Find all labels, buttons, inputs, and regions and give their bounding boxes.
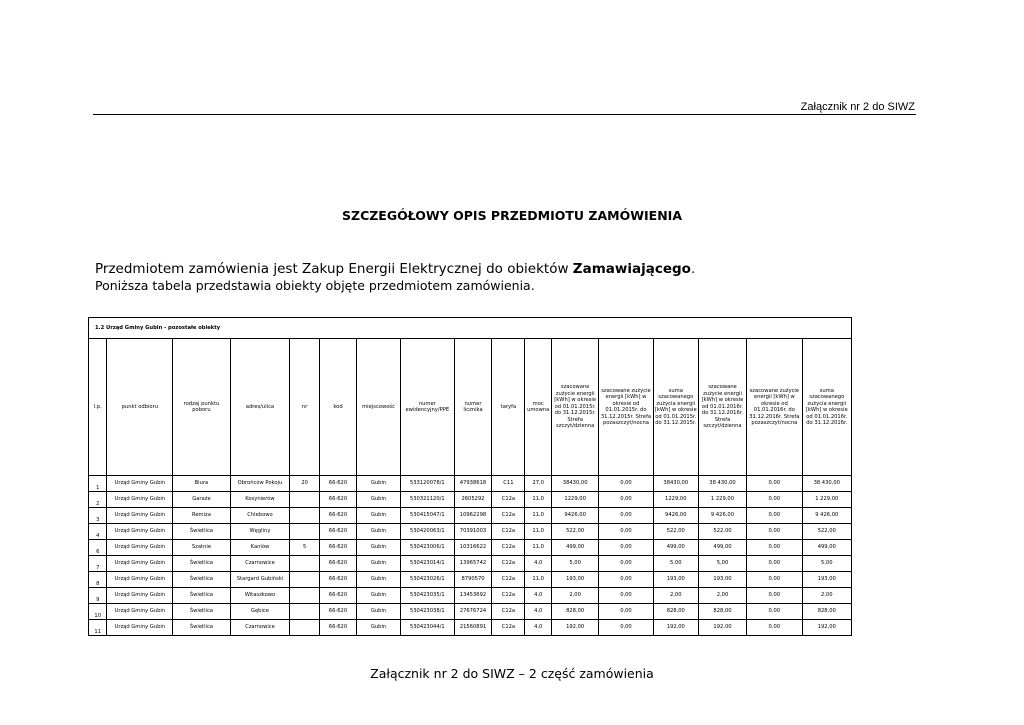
table-cell: 828,00 xyxy=(552,604,599,620)
table-row xyxy=(89,556,852,572)
table-cell: 2605292 xyxy=(454,492,492,508)
table-cell: Urząd Gminy Gubin xyxy=(107,620,173,636)
table-cell: 66-620 xyxy=(320,524,357,540)
table-cell: Gubin xyxy=(356,620,400,636)
table-cell: 11,0 xyxy=(525,572,552,588)
table-row xyxy=(89,492,852,508)
table-cell: 522,00 xyxy=(653,524,698,540)
table-cell: 193,00 xyxy=(698,572,746,588)
table-cell: 66-620 xyxy=(320,492,357,508)
table-cell: 11 xyxy=(89,620,107,636)
table-cell: 1 229,00 xyxy=(698,492,746,508)
footer-text: Załącznik nr 2 do SIWZ – 2 część zamówienia xyxy=(370,666,654,681)
table-cell: Urząd Gminy Gubin xyxy=(107,572,173,588)
table-row xyxy=(89,588,852,604)
table-cell: 66-620 xyxy=(320,572,357,588)
table-cell xyxy=(290,492,320,508)
table-cell: Urząd Gminy Gubin xyxy=(107,540,173,556)
table-cell: 2,00 xyxy=(653,588,698,604)
table-cell: 499,00 xyxy=(552,540,599,556)
table-cell: 0,00 xyxy=(599,572,653,588)
table-cell: 21560891 xyxy=(454,620,492,636)
table-cell: Świetlica xyxy=(173,524,231,540)
table-cell: Gubin xyxy=(356,476,400,492)
column-header: numer licznika xyxy=(454,339,492,476)
intro-line-1-suffix: . xyxy=(690,261,696,277)
table-cell: Szatnie xyxy=(173,540,231,556)
table-cell: Czarnowice xyxy=(230,556,290,572)
table-cell: 2,00 xyxy=(802,588,851,604)
table-cell: C12a xyxy=(492,524,525,540)
table-cell: Biura xyxy=(173,476,231,492)
table-cell: Gubin xyxy=(356,508,400,524)
table-cell: 20 xyxy=(290,476,320,492)
table-cell: Świetlica xyxy=(173,604,231,620)
document-title: SZCZEGÓŁOWY OPIS PRZEDMIOTU ZAMÓWIENIA xyxy=(342,208,682,223)
table-cell: C12a xyxy=(492,508,525,524)
table-cell: Urząd Gminy Gubin xyxy=(107,556,173,572)
table-cell: 530423038/1 xyxy=(401,604,454,620)
table-cell: C12a xyxy=(492,492,525,508)
table-cell: Gubin xyxy=(356,492,400,508)
table-cell: 10316622 xyxy=(454,540,492,556)
column-header: szacowane zużycie energii [kWh] w okresie od 01.01.2016r. do 31.12.2016r. Strefa pozaszczyt/nocna xyxy=(747,339,802,476)
table-section-title: 1.2 Urząd Gminy Gubin - pozostałe obiekty xyxy=(89,318,852,339)
table-section-row xyxy=(89,318,852,339)
table-cell: 0,00 xyxy=(747,604,802,620)
table-cell: 9 xyxy=(89,588,107,604)
column-header: nr xyxy=(290,339,320,476)
table-cell: 13965742 xyxy=(454,556,492,572)
table-cell: 0,00 xyxy=(747,556,802,572)
objects-table xyxy=(88,317,852,636)
table-cell: 0,00 xyxy=(599,508,653,524)
table-cell: 499,00 xyxy=(698,540,746,556)
table-cell: 0,00 xyxy=(599,492,653,508)
table-cell: 530423035/1 xyxy=(401,588,454,604)
table-cell: 0,00 xyxy=(747,524,802,540)
table-cell: Garaże xyxy=(173,492,231,508)
table-cell: 1229,00 xyxy=(552,492,599,508)
table-cell: 10 xyxy=(89,604,107,620)
table-cell: 192,00 xyxy=(802,620,851,636)
table-cell: 192,00 xyxy=(552,620,599,636)
table-cell: 4,0 xyxy=(525,588,552,604)
table-cell: C12a xyxy=(492,588,525,604)
table-cell: 0,00 xyxy=(599,556,653,572)
table-cell: 2,00 xyxy=(698,588,746,604)
table-cell: 192,00 xyxy=(653,620,698,636)
table-cell: Witaszkowo xyxy=(230,588,290,604)
table-cell: Gubin xyxy=(356,556,400,572)
table-cell: 11,0 xyxy=(525,492,552,508)
table-cell: 10962298 xyxy=(454,508,492,524)
table-cell: Świetlica xyxy=(173,588,231,604)
table-cell: 4,0 xyxy=(525,556,552,572)
table-cell: Węgliny xyxy=(230,524,290,540)
table-cell: 0,00 xyxy=(599,620,653,636)
table-cell: 4 xyxy=(89,524,107,540)
table-cell: 530420063/1 xyxy=(401,524,454,540)
table-cell: C12a xyxy=(492,604,525,620)
table-cell: 8790570 xyxy=(454,572,492,588)
column-header: miejscowość xyxy=(356,339,400,476)
table-cell: 9 426,00 xyxy=(802,508,851,524)
column-header: punkt odbioru xyxy=(107,339,173,476)
table-cell: 828,00 xyxy=(802,604,851,620)
table-cell: 9426,00 xyxy=(653,508,698,524)
table-cell: 522,00 xyxy=(552,524,599,540)
table-cell xyxy=(290,604,320,620)
table-cell: 0,00 xyxy=(599,588,653,604)
table-cell: Świetlica xyxy=(173,556,231,572)
table-cell: 0,00 xyxy=(747,492,802,508)
table-cell: 66-620 xyxy=(320,556,357,572)
table-cell: 1 xyxy=(89,476,107,492)
table-cell: 1229,00 xyxy=(653,492,698,508)
table-cell: 530321120/1 xyxy=(401,492,454,508)
table-cell: Czarnowice xyxy=(230,620,290,636)
column-header: szacowane zużycie energii [kWh] w okresie od 01.01.2015r. do 31.12.2015r. Strefa pozaszczyt/nocna xyxy=(599,339,653,476)
table-cell: 0,00 xyxy=(747,588,802,604)
table-cell: 1 229,00 xyxy=(802,492,851,508)
table-cell: 38 430,00 xyxy=(698,476,746,492)
table-cell: C12a xyxy=(492,620,525,636)
table-cell: 4,0 xyxy=(525,604,552,620)
table-cell: 193,00 xyxy=(653,572,698,588)
table-cell: 0,00 xyxy=(599,540,653,556)
table-cell: 828,00 xyxy=(698,604,746,620)
intro-line-1 xyxy=(95,261,695,277)
table-cell: Gubin xyxy=(356,540,400,556)
table-cell: 5,00 xyxy=(653,556,698,572)
table-cell xyxy=(290,524,320,540)
header-divider xyxy=(93,114,916,115)
table-cell: 5 xyxy=(290,540,320,556)
table-cell: 66-620 xyxy=(320,620,357,636)
table-cell: 13453692 xyxy=(454,588,492,604)
table-cell: 70391003 xyxy=(454,524,492,540)
table-cell: 522,00 xyxy=(698,524,746,540)
table-cell: 38430,00 xyxy=(552,476,599,492)
table-cell: 66-620 xyxy=(320,508,357,524)
table-cell: 11,0 xyxy=(525,524,552,540)
table-cell: 5,00 xyxy=(552,556,599,572)
table-row xyxy=(89,476,852,492)
intro-line-1-bold: Zamawiającego xyxy=(572,261,691,277)
table-cell: Remiza xyxy=(173,508,231,524)
table-row xyxy=(89,540,852,556)
table-cell: Kosynierów xyxy=(230,492,290,508)
column-header: numer ewidencyjny/PPE xyxy=(401,339,454,476)
table-cell xyxy=(290,620,320,636)
table-cell: 530423014/1 xyxy=(401,556,454,572)
table-cell: 533120078/1 xyxy=(401,476,454,492)
table-cell xyxy=(290,508,320,524)
table-cell: 0,00 xyxy=(747,620,802,636)
table-cell: 38 430,00 xyxy=(802,476,851,492)
intro-line-2: Poniższa tabela przedstawia obiekty objęte przedmiotem zamówienia. xyxy=(95,278,535,293)
table-cell: 8 xyxy=(89,572,107,588)
table-cell: 0,00 xyxy=(599,604,653,620)
table-cell: 5,00 xyxy=(802,556,851,572)
table-cell: Urząd Gminy Gubin xyxy=(107,476,173,492)
table-cell: 193,00 xyxy=(802,572,851,588)
column-header: adres/ulica xyxy=(230,339,290,476)
table-cell: 828,00 xyxy=(653,604,698,620)
table-cell: 0,00 xyxy=(599,524,653,540)
table-cell: Gubin xyxy=(356,572,400,588)
table-row xyxy=(89,524,852,540)
column-header: moc umowna xyxy=(525,339,552,476)
table-cell: 11,0 xyxy=(525,508,552,524)
table-cell: Urząd Gminy Gubin xyxy=(107,588,173,604)
table-cell: Gubin xyxy=(356,524,400,540)
table-cell: Świetlica xyxy=(173,572,231,588)
column-header: rodzaj punktu poboru xyxy=(173,339,231,476)
table-cell: C12a xyxy=(492,556,525,572)
column-header: suma szacowanego zużycia energii [kWh] w okresie od 01.01.2015r. do 31.12.2015r. xyxy=(653,339,698,476)
table-cell xyxy=(290,588,320,604)
table-cell: 66-620 xyxy=(320,604,357,620)
header-attachment-label: Załącznik nr 2 do SIWZ xyxy=(800,101,915,113)
table-cell: 499,00 xyxy=(802,540,851,556)
table-cell: 0,00 xyxy=(747,540,802,556)
table-cell: 0,00 xyxy=(599,476,653,492)
table-cell: Świetlica xyxy=(173,620,231,636)
table-cell: C12a xyxy=(492,540,525,556)
table-cell: 3 xyxy=(89,508,107,524)
table-cell: 2,00 xyxy=(552,588,599,604)
table-cell: 27,0 xyxy=(525,476,552,492)
table-cell: 2 xyxy=(89,492,107,508)
table-row xyxy=(89,604,852,620)
table-cell: 530415047/1 xyxy=(401,508,454,524)
table-cell: 4,0 xyxy=(525,620,552,636)
table-cell: Obrońców Pokoju xyxy=(230,476,290,492)
column-header: taryfa xyxy=(492,339,525,476)
intro-line-1-prefix: Przedmiotem zamówienia jest Zakup Energii Elektrycznej do obiektów xyxy=(95,261,573,277)
table-cell: Kaniów xyxy=(230,540,290,556)
table-cell: Chlebowo xyxy=(230,508,290,524)
table-cell: 7 xyxy=(89,556,107,572)
table-cell: 9426,00 xyxy=(552,508,599,524)
table-cell: 9 426,00 xyxy=(698,508,746,524)
column-header: l.p. xyxy=(89,339,107,476)
table-cell: 27676724 xyxy=(454,604,492,620)
table-row xyxy=(89,572,852,588)
table-cell: 66-620 xyxy=(320,588,357,604)
table-cell xyxy=(290,572,320,588)
table-cell: 499,00 xyxy=(653,540,698,556)
table-row xyxy=(89,620,852,636)
table-cell: Urząd Gminy Gubin xyxy=(107,508,173,524)
table-cell: Gubin xyxy=(356,604,400,620)
table-cell: C12a xyxy=(492,572,525,588)
table-cell: Gębice xyxy=(230,604,290,620)
table-cell: Stargard Gubiński xyxy=(230,572,290,588)
table-cell: 530423044/1 xyxy=(401,620,454,636)
table-cell: 193,00 xyxy=(552,572,599,588)
table-cell: 530423006/1 xyxy=(401,540,454,556)
table-cell: 0,00 xyxy=(747,508,802,524)
table-row xyxy=(89,508,852,524)
table-cell: 66-620 xyxy=(320,476,357,492)
table-cell: 0,00 xyxy=(747,572,802,588)
table-cell: 38430,00 xyxy=(653,476,698,492)
table-cell: 522,00 xyxy=(802,524,851,540)
column-header: szacowane zużycie energii [kWh] w okresie od 01.01.2015r. do 31.12.2015r. Strefa szczyt/dzienna xyxy=(552,339,599,476)
table-cell: 192,00 xyxy=(698,620,746,636)
table-cell xyxy=(290,556,320,572)
table-cell: Urząd Gminy Gubin xyxy=(107,524,173,540)
table-cell: 0,00 xyxy=(747,476,802,492)
column-header: szacowane zużycie energii [kWh] w okresie od 01.01.2016r. do 31.12.2016r. Strefa szczyt/dzienna xyxy=(698,339,746,476)
table-cell: Gubin xyxy=(356,588,400,604)
table-cell: 530423026/1 xyxy=(401,572,454,588)
column-header: kod xyxy=(320,339,357,476)
table-cell: 6 xyxy=(89,540,107,556)
table-cell: 47938618 xyxy=(454,476,492,492)
column-header: suma szacowanego zużycia energii [kWh] w okresie od 01.01.2016r. do 31.12.2016r. xyxy=(802,339,851,476)
table-cell: Urząd Gminy Gubin xyxy=(107,604,173,620)
table-cell: C11 xyxy=(492,476,525,492)
table-header-row xyxy=(89,339,852,476)
table-cell: Urząd Gminy Gubin xyxy=(107,492,173,508)
table-cell: 66-620 xyxy=(320,540,357,556)
table-cell: 11,0 xyxy=(525,540,552,556)
table-cell: 5,00 xyxy=(698,556,746,572)
